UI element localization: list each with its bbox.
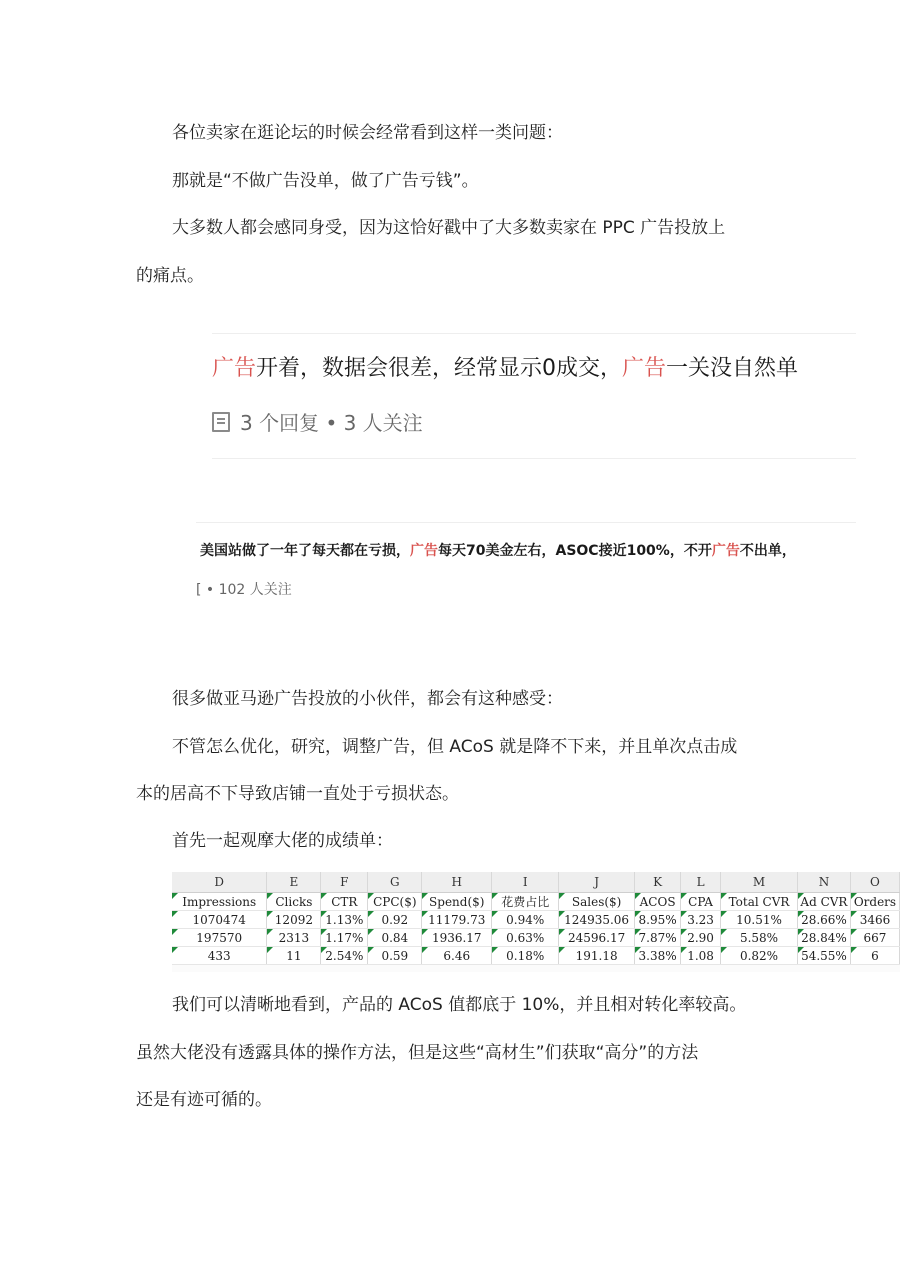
- title-text: 开着，数据会很差，经常显示0成交，: [256, 356, 623, 381]
- paragraph-pain-2: 的痛点。: [136, 266, 204, 286]
- highlight-keyword: 广告: [711, 543, 740, 559]
- table-cell: 124935.06: [559, 911, 635, 929]
- table-cell: 433: [172, 947, 267, 965]
- table-cell: 3466: [850, 911, 899, 929]
- title-text: 一关没自然单: [666, 356, 799, 381]
- table-cell: 2.54%: [321, 947, 368, 965]
- table-cell: Spend($): [422, 893, 492, 911]
- table-cell: 0.84: [368, 929, 422, 947]
- table-cell: 2313: [267, 929, 321, 947]
- table-cell: Sales($): [559, 893, 635, 911]
- reply-follow-count: 3 个回复 • 3 人关注: [240, 411, 423, 435]
- table-cell: H: [422, 872, 492, 893]
- performance-table: [172, 872, 900, 965]
- paragraph-quote-line: 那就是“不做广告没单，做了广告亏钱”。: [172, 171, 479, 191]
- table-cell: K: [635, 872, 681, 893]
- table-cell: 0.92: [368, 911, 422, 929]
- table-cell: 3.38%: [635, 947, 681, 965]
- table-cell: 8.95%: [635, 911, 681, 929]
- table-cell: N: [797, 872, 850, 893]
- table-cell: G: [368, 872, 422, 893]
- table-cell: 0.94%: [492, 911, 559, 929]
- table-cell: Impressions: [172, 893, 267, 911]
- table-cell: CPC($): [368, 893, 422, 911]
- table-cell: M: [721, 872, 798, 893]
- highlight-keyword: 广告: [622, 356, 667, 381]
- table-cell: D: [172, 872, 267, 893]
- table-cell: 0.82%: [721, 947, 798, 965]
- table-row: [172, 929, 900, 947]
- forum-question-title[interactable]: [200, 540, 796, 560]
- table-cell: 6.46: [422, 947, 492, 965]
- column-letter-row: [172, 872, 900, 893]
- title-text: 美国站做了一年了每天都在亏损，: [200, 543, 410, 559]
- table-cell: 3.23: [681, 911, 721, 929]
- paragraph-acos-1: 不管怎么优化，研究，调整广告，但 ACoS 就是降不下来，并且单次点击成: [172, 737, 738, 757]
- table-cell: I: [492, 872, 559, 893]
- forum-question-meta: [212, 407, 423, 436]
- table-cell: L: [681, 872, 721, 893]
- paragraph-report-intro: 首先一起观摩大佬的成绩单：: [172, 831, 393, 851]
- table-cell: 1936.17: [422, 929, 492, 947]
- title-text: 不出单，: [739, 543, 796, 559]
- table-cell: 0.59: [368, 947, 422, 965]
- table-cell: 6: [850, 947, 899, 965]
- follow-count: [ • 102 人关注: [196, 582, 292, 598]
- table-cell: 11179.73: [422, 911, 492, 929]
- paragraph-method-1: 虽然大佬没有透露具体的操作方法，但是这些“高材生”们获取“高分”的方法: [136, 1043, 699, 1063]
- paragraph-pain-1: 大多数人都会感同身受，因为这恰好戳中了大多数卖家在 PPC 广告投放上: [172, 218, 726, 238]
- highlight-keyword: 广告: [212, 356, 257, 381]
- forum-question-card-2[interactable]: [196, 522, 856, 613]
- spreadsheet-screenshot: [172, 872, 900, 972]
- table-cell: E: [267, 872, 321, 893]
- table-cell: 191.18: [559, 947, 635, 965]
- forum-question-card-1[interactable]: [212, 333, 856, 459]
- table-cell: 7.87%: [635, 929, 681, 947]
- paragraph-feeling: 很多做亚马逊广告投放的小伙伴，都会有这种感受：: [172, 689, 563, 709]
- table-cell: F: [321, 872, 368, 893]
- table-cell: 197570: [172, 929, 267, 947]
- table-cell: 12092: [267, 911, 321, 929]
- table-row: [172, 911, 900, 929]
- title-text: 每天70美金左右，ASOC接近100%，不开: [438, 543, 712, 559]
- table-cell: 0.18%: [492, 947, 559, 965]
- table-cell: 1.08: [681, 947, 721, 965]
- table-cell: 10.51%: [721, 911, 798, 929]
- paragraph-method-2: 还是有迹可循的。: [136, 1090, 272, 1110]
- paragraph-acos-2: 本的居高不下导致店铺一直处于亏损状态。: [136, 784, 459, 804]
- table-cell: 28.84%: [797, 929, 850, 947]
- table-cell: CTR: [321, 893, 368, 911]
- table-cell: 28.66%: [797, 911, 850, 929]
- highlight-keyword: 广告: [410, 543, 438, 559]
- table-cell: 2.90: [681, 929, 721, 947]
- table-cell: 1070474: [172, 911, 267, 929]
- table-cell: 24596.17: [559, 929, 635, 947]
- forum-question-title[interactable]: [212, 354, 798, 384]
- table-cell: CPA: [681, 893, 721, 911]
- paragraph-intro: 各位卖家在逛论坛的时候会经常看到这样一类问题：: [172, 123, 563, 143]
- table-header-row: [172, 893, 900, 911]
- table-cell: 54.55%: [797, 947, 850, 965]
- table-cell: 1.13%: [321, 911, 368, 929]
- table-cell: Ad CVR: [797, 893, 850, 911]
- table-cell: Clicks: [267, 893, 321, 911]
- table-cell: 0.63%: [492, 929, 559, 947]
- table-cell: 11: [267, 947, 321, 965]
- table-row: [172, 947, 900, 965]
- table-cell: 667: [850, 929, 899, 947]
- table-cell: ACOS: [635, 893, 681, 911]
- table-cell: J: [559, 872, 635, 893]
- table-cell: 5.58%: [721, 929, 798, 947]
- table-cell: O: [850, 872, 899, 893]
- table-cell: Orders: [850, 893, 899, 911]
- table-cell: Total CVR: [721, 893, 798, 911]
- paragraph-observation: 我们可以清晰地看到，产品的 ACoS 值都底于 10%，并且相对转化率较高。: [172, 995, 747, 1015]
- table-cell: 1.17%: [321, 929, 368, 947]
- document-icon: [212, 412, 230, 432]
- table-cell: 花费占比: [492, 893, 559, 911]
